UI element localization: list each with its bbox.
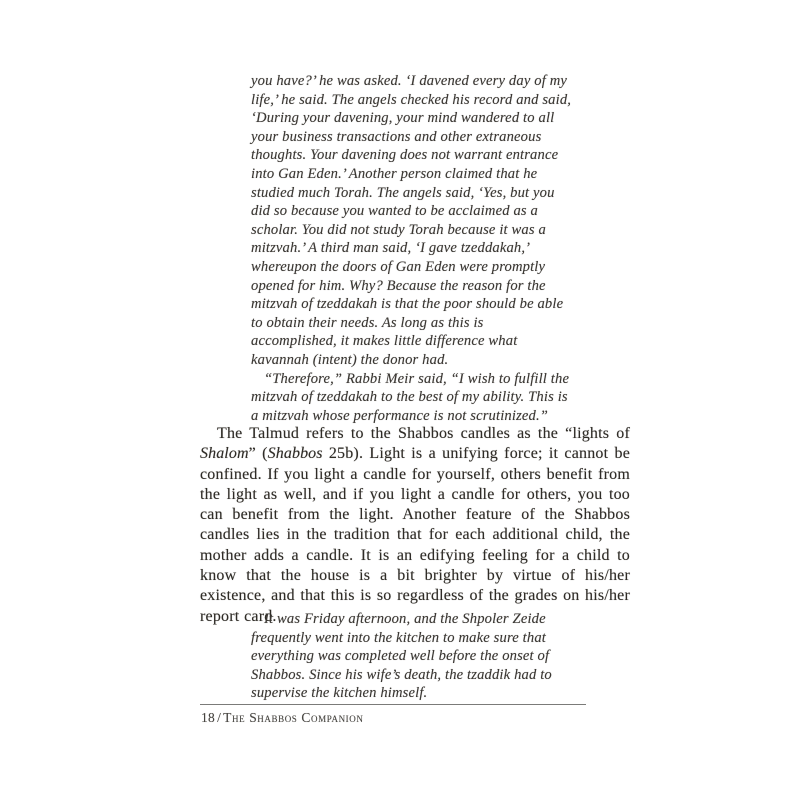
footer-rule xyxy=(200,704,586,705)
book-title: The Shabbos Companion xyxy=(223,710,364,725)
body-text-segment: 25b). Light is a unifying force; it cannot be confined. If you light a candle for yourself, others benefit from the light as well, and if you light a candle for others, you too can benefit from the light. Another feature of the Shabbos candles lies in the tradition that for each additional child, the mother adds a candle. It is an edifying feeling for a child to know that the house is a bit brighter by virtue of his/her existence, and that this is so regardless of the grades on his/her report card. xyxy=(200,445,630,625)
italic-term-shabbos: Shabbos xyxy=(267,445,323,463)
quote-paragraph: It was Friday afternoon, and the Shpoler Zeide frequently went into the kitchen to make sure that everything was completed well before the onset of Shabbos. Since his wife’s death, the tzaddik had to supervise the kitchen himself. xyxy=(251,611,552,702)
footer-separator: / xyxy=(217,710,222,725)
quote-paragraph: “Therefore,” Rabbi Meir said, “I wish to fulfill the mitzvah of tzeddakah to the best of my ability. This is a mitzvah whose performance is not scrutinized.” xyxy=(251,370,570,424)
page-number: 18 xyxy=(201,710,216,725)
block-quotation-bottom xyxy=(251,610,573,703)
body-text-segment: ” ( xyxy=(248,445,268,463)
quote-paragraph: you have?’ he was asked. ‘I davened every day of my life,’ he said. The angels checked his record and said, ‘During your davening, your mind wandered to all your business transactions and other extraneous thoughts. Your davening does not warrant entrance into Gan Eden.’ Another person claimed that he studied much Torah. The angels said, ‘Yes, but you did so because you wanted to be acclaimed as a scholar. You did not study Torah because it was a mitzvah.’ A third man said, ‘I gave tzeddakah,’ whereupon the doors of Gan Eden were promptly opened for him. Why? Because the reason for the mitzvah of tzeddakah is that the poor should be able to obtain their needs. As long as this is accomplished, it makes little difference what kavannah (intent) the donor had. xyxy=(251,73,572,368)
page-footer xyxy=(201,710,363,726)
body-paragraph xyxy=(200,424,630,627)
italic-term-shalom: Shalom xyxy=(200,445,249,463)
body-text-segment: The Talmud refers to the Shabbos candles as the “lights of xyxy=(217,425,630,442)
block-quotation-top xyxy=(251,72,573,425)
